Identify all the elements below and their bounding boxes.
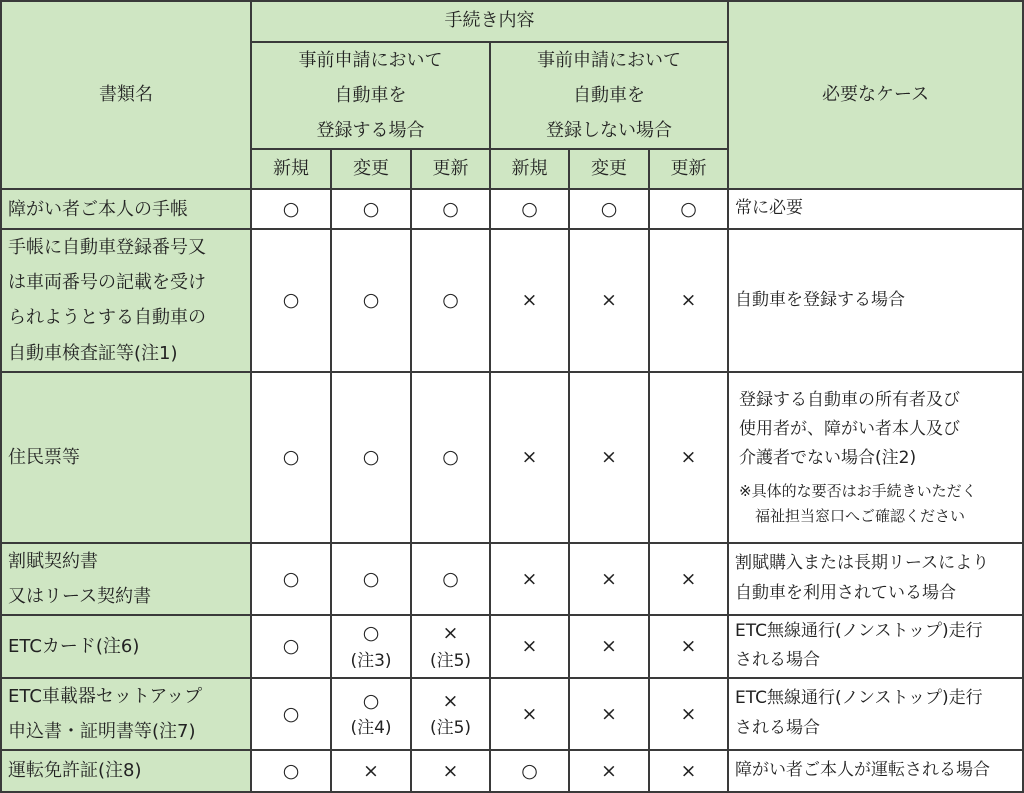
requirement-mark: × bbox=[680, 702, 697, 725]
document-name-line: 又はリース契約書 bbox=[8, 585, 152, 607]
requirement-mark: × bbox=[680, 635, 697, 658]
document-name-line: は車両番号の記載を受け bbox=[8, 272, 206, 294]
requirement-mark: × bbox=[601, 759, 617, 782]
required-case-cell bbox=[728, 678, 1023, 750]
required-case-line: 常に必要 bbox=[735, 198, 804, 219]
requirement-mark: ○ bbox=[600, 198, 618, 221]
document-name-line: られようとする自動車の bbox=[8, 307, 206, 329]
required-case-line: される場合 bbox=[735, 717, 821, 738]
requirement-mark: ○ bbox=[362, 198, 380, 221]
requirement-mark: ○ bbox=[282, 635, 300, 658]
document-name-line: 申込書・証明書等(注7) bbox=[8, 720, 196, 742]
requirement-mark-cell bbox=[569, 372, 649, 543]
table-row bbox=[1, 678, 1023, 750]
table-row bbox=[1, 543, 1023, 615]
requirement-mark: ○ bbox=[282, 445, 300, 468]
requirement-mark-cell bbox=[331, 189, 411, 229]
required-case-note bbox=[735, 479, 1022, 529]
requirement-mark-cell bbox=[251, 543, 331, 615]
requirement-mark: × bbox=[442, 759, 459, 782]
requirement-mark: ○ bbox=[521, 198, 538, 221]
requirement-mark: × bbox=[601, 567, 617, 590]
requirement-mark: × bbox=[680, 445, 697, 468]
requirement-mark-cell bbox=[490, 750, 569, 792]
requirement-mark-cell bbox=[649, 189, 728, 229]
requirement-mark: × bbox=[601, 289, 617, 312]
header-group-register-line: 登録する場合 bbox=[316, 120, 425, 142]
requirement-mark: × bbox=[680, 759, 697, 782]
requirement-mark: ○ bbox=[442, 198, 459, 221]
required-case-line: ETC無線通行(ノンストップ)走行 bbox=[735, 620, 983, 641]
requirement-mark: ○ bbox=[442, 567, 459, 590]
requirement-mark-cell bbox=[331, 229, 411, 371]
required-case-cell bbox=[728, 372, 1023, 543]
header-doc-name: 書類名 bbox=[1, 1, 251, 189]
header-group-register-line: 自動車を bbox=[334, 85, 407, 107]
table-row bbox=[1, 615, 1023, 678]
required-case-line: 自動車を登録する場合 bbox=[735, 289, 906, 310]
header-sub-change: 変更 bbox=[569, 149, 649, 189]
header-procedure: 手続き内容 bbox=[251, 1, 728, 42]
required-case-line: ETC無線通行(ノンストップ)走行 bbox=[735, 688, 983, 709]
required-case-line: 障がい者ご本人が運転される場合 bbox=[735, 760, 991, 781]
requirement-note: (注3) bbox=[350, 650, 392, 671]
requirement-mark-cell bbox=[490, 372, 569, 543]
document-name-line: 住民票等 bbox=[8, 446, 80, 468]
required-case-cell bbox=[728, 750, 1023, 792]
required-case-line: 割賦購入または長期リースにより bbox=[735, 553, 990, 573]
required-case-note-line: ※具体的な要否はお手続きいただく bbox=[739, 482, 977, 501]
requirement-mark-cell bbox=[411, 678, 490, 750]
table-header bbox=[1, 1, 1023, 189]
requirement-mark: × bbox=[521, 635, 538, 658]
requirement-mark: ○ bbox=[282, 702, 300, 725]
requirement-mark-cell bbox=[411, 750, 490, 792]
requirement-note: (注5) bbox=[429, 718, 472, 739]
document-name-cell bbox=[1, 543, 251, 615]
requirement-mark-cell bbox=[569, 750, 649, 792]
requirement-mark-cell bbox=[649, 372, 728, 543]
document-name-line: 手帳に自動車登録番号又 bbox=[8, 237, 206, 259]
requirement-mark: ○ bbox=[362, 567, 380, 590]
document-name-cell bbox=[1, 229, 251, 371]
requirement-mark-cell bbox=[490, 229, 569, 371]
requirement-mark: ○ bbox=[362, 445, 380, 468]
requirement-mark-cell bbox=[649, 615, 728, 678]
requirement-mark-cell bbox=[331, 678, 411, 750]
requirement-mark: × bbox=[521, 567, 538, 590]
requirement-mark-cell bbox=[569, 229, 649, 371]
requirement-mark-cell bbox=[411, 543, 490, 615]
requirement-mark-cell bbox=[411, 615, 490, 678]
requirement-mark: × bbox=[601, 702, 617, 725]
requirement-mark-cell bbox=[251, 372, 331, 543]
requirement-mark-cell bbox=[411, 372, 490, 543]
requirement-mark-cell bbox=[331, 615, 411, 678]
requirement-note: (注5) bbox=[429, 650, 472, 671]
requirement-mark: ○ bbox=[282, 289, 300, 312]
document-name-cell bbox=[1, 189, 251, 229]
requirement-mark: × bbox=[680, 289, 697, 312]
requirement-mark: ○ bbox=[282, 759, 300, 782]
header-group-register-line: 事前申請において bbox=[298, 50, 443, 71]
document-name-line: 自動車検査証等(注1) bbox=[8, 342, 178, 364]
table-body bbox=[1, 189, 1023, 792]
required-case-cell bbox=[728, 229, 1023, 371]
requirement-mark-cell bbox=[569, 678, 649, 750]
header-group-no-register-line: 事前申請において bbox=[537, 50, 682, 71]
requirement-mark: ○ bbox=[282, 567, 300, 590]
header-group-no-register-line: 登録しない場合 bbox=[546, 120, 673, 142]
requirement-mark-cell bbox=[490, 678, 569, 750]
header-sub-new: 新規 bbox=[251, 149, 331, 189]
requirement-mark-cell bbox=[251, 678, 331, 750]
requirement-mark: × bbox=[601, 445, 617, 468]
requirement-mark-cell bbox=[569, 543, 649, 615]
requirement-mark: ○ bbox=[362, 689, 380, 712]
document-name-cell bbox=[1, 615, 251, 678]
required-case-line: 介護者でない場合(注2) bbox=[739, 448, 917, 469]
required-case-line: 使用者が、障がい者本人及び bbox=[739, 418, 961, 439]
requirement-mark-cell bbox=[411, 229, 490, 371]
required-case-cell bbox=[728, 615, 1023, 678]
header-sub-renew: 更新 bbox=[411, 149, 490, 189]
header-group-no-register bbox=[490, 42, 728, 149]
document-name-line: ETC車載器セットアップ bbox=[8, 685, 203, 707]
requirement-mark: × bbox=[521, 702, 538, 725]
requirement-mark-cell bbox=[251, 189, 331, 229]
requirement-mark: ○ bbox=[362, 289, 380, 312]
required-case-note-line: 福祉担当窓口へご確認ください bbox=[755, 507, 966, 525]
required-case-cell bbox=[728, 543, 1023, 615]
requirement-mark-cell bbox=[411, 189, 490, 229]
requirement-mark: ○ bbox=[282, 198, 300, 221]
table-row bbox=[1, 229, 1023, 371]
document-name-line: ETCカード(注6) bbox=[8, 635, 140, 657]
requirement-mark-cell bbox=[649, 543, 728, 615]
requirement-mark: ○ bbox=[442, 289, 459, 312]
requirement-mark: × bbox=[601, 635, 617, 658]
requirement-mark: × bbox=[442, 622, 459, 645]
document-name-line: 割賦契約書 bbox=[8, 550, 98, 572]
requirement-mark-cell bbox=[251, 229, 331, 371]
required-case-line: される場合 bbox=[735, 650, 821, 671]
requirement-mark-cell bbox=[251, 615, 331, 678]
requirement-mark: × bbox=[442, 689, 459, 712]
requirement-mark-cell bbox=[490, 189, 569, 229]
requirement-mark-cell bbox=[331, 543, 411, 615]
requirement-mark: × bbox=[521, 445, 538, 468]
requirement-mark-cell bbox=[649, 678, 728, 750]
table-row bbox=[1, 189, 1023, 229]
requirement-mark: × bbox=[363, 759, 379, 782]
header-sub-change: 変更 bbox=[331, 149, 411, 189]
requirement-mark: ○ bbox=[521, 759, 538, 782]
required-case-cell bbox=[728, 189, 1023, 229]
requirement-mark-cell bbox=[490, 543, 569, 615]
document-name-line: 運転免許証(注8) bbox=[8, 760, 142, 782]
requirement-mark: ○ bbox=[680, 198, 697, 221]
requirement-mark: × bbox=[521, 289, 538, 312]
header-group-register bbox=[251, 42, 490, 149]
header-required-case: 必要なケース bbox=[728, 1, 1023, 189]
requirement-mark: ○ bbox=[362, 622, 380, 645]
requirement-mark-cell bbox=[251, 750, 331, 792]
requirement-mark-cell bbox=[331, 372, 411, 543]
header-group-no-register-line: 自動車を bbox=[573, 85, 646, 107]
requirement-note: (注4) bbox=[350, 718, 392, 739]
document-name-cell bbox=[1, 372, 251, 543]
requirement-mark-cell bbox=[569, 189, 649, 229]
required-case-line: 登録する自動車の所有者及び bbox=[739, 389, 961, 410]
header-sub-new: 新規 bbox=[490, 149, 569, 189]
document-name-cell bbox=[1, 750, 251, 792]
requirement-mark-cell bbox=[569, 615, 649, 678]
requirement-mark-cell bbox=[490, 615, 569, 678]
table-row bbox=[1, 750, 1023, 792]
requirement-mark-cell bbox=[331, 750, 411, 792]
document-name-line: 障がい者ご本人の手帳 bbox=[8, 198, 188, 220]
header-sub-renew: 更新 bbox=[649, 149, 728, 189]
requirement-mark-cell bbox=[649, 229, 728, 371]
requirement-mark-cell bbox=[649, 750, 728, 792]
document-name-cell bbox=[1, 678, 251, 750]
table-row bbox=[1, 372, 1023, 543]
requirement-mark: × bbox=[680, 567, 697, 590]
requirement-mark: ○ bbox=[442, 445, 459, 468]
required-case-line: 自動車を利用されている場合 bbox=[735, 582, 957, 603]
